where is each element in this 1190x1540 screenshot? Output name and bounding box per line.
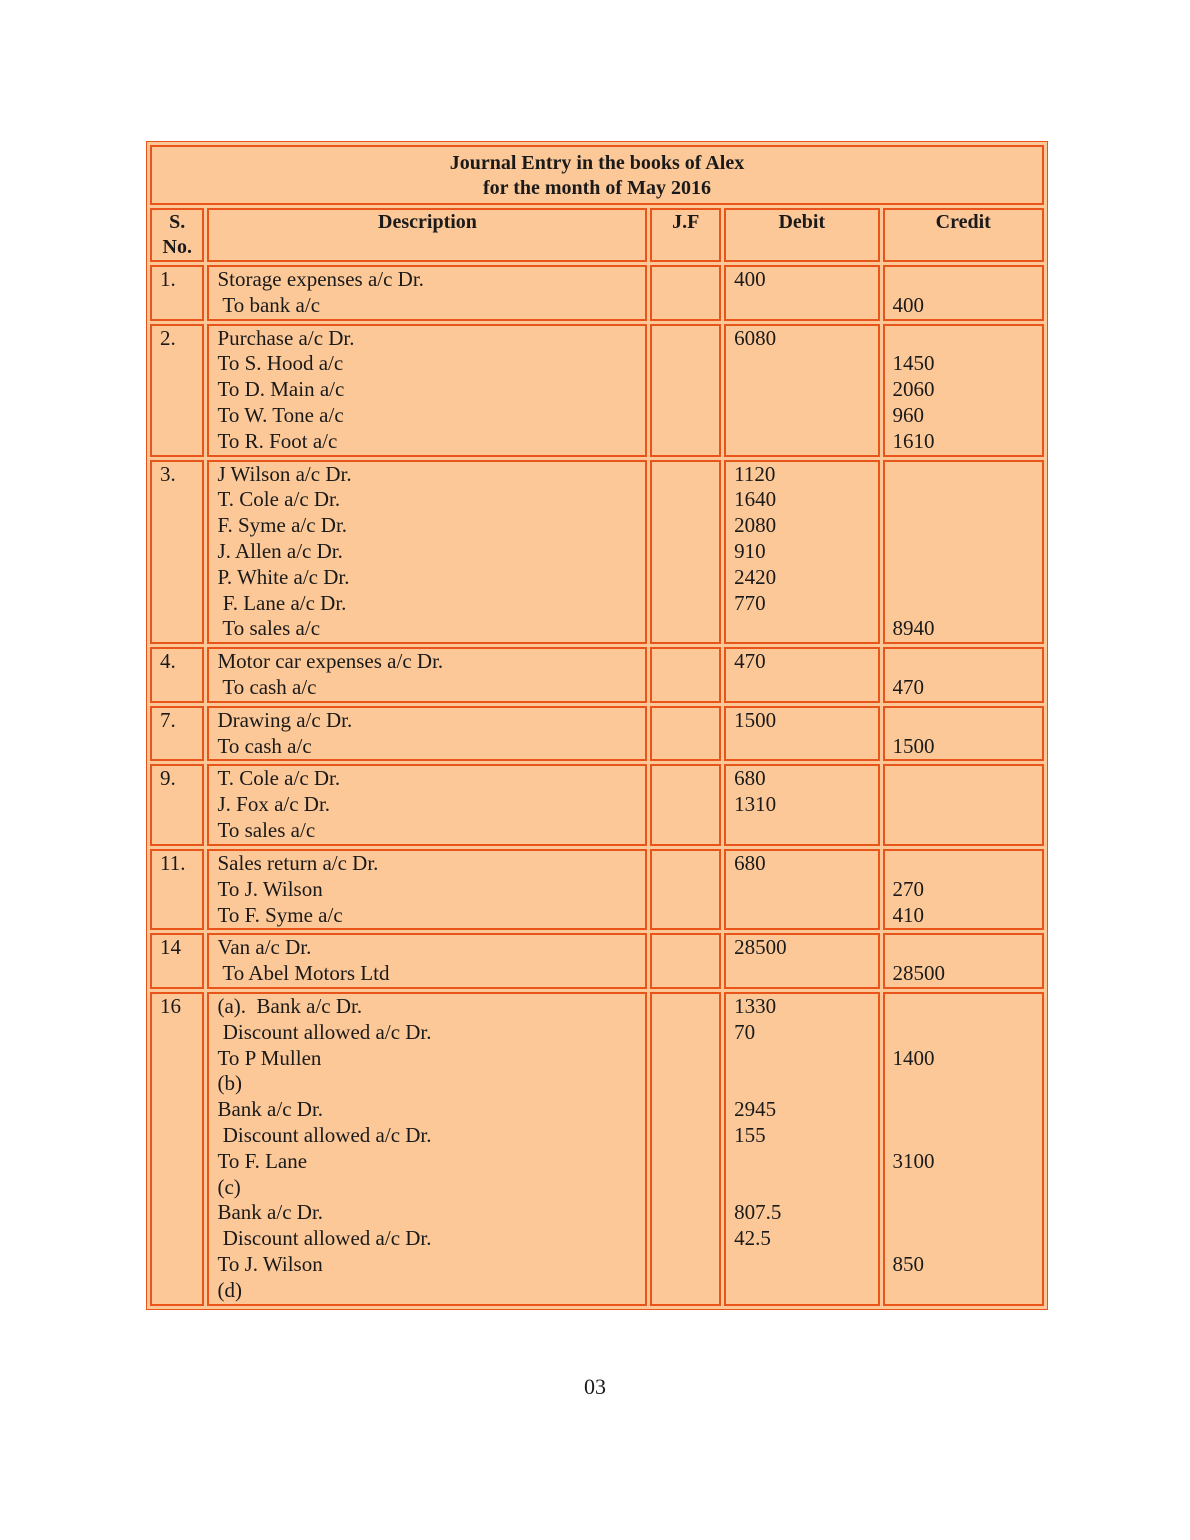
cell-credit-line: 1500 (892, 733, 935, 758)
cell-debit-line: 807.5 (734, 1200, 782, 1225)
cell-description-line: P. White a/c Dr. (217, 564, 350, 589)
cell-debit (724, 324, 879, 457)
cell-credit-line (893, 851, 1034, 877)
cell-debit (724, 706, 879, 762)
cell-debit-line (734, 429, 869, 455)
cell-debit (724, 265, 879, 321)
cell-credit-line (893, 1226, 1034, 1252)
cell-credit-line (893, 462, 1034, 488)
journal-table-continued (146, 846, 1048, 1310)
cell-description-line: Storage expenses a/c Dr. (217, 267, 424, 291)
cell-debit-line (734, 1046, 869, 1072)
cell-debit-line (734, 351, 869, 377)
cell-debit-line: 6080 (734, 325, 777, 350)
cell-description (207, 647, 647, 703)
cell-description-line: To Abel Motors Ltd (217, 961, 390, 986)
table-row (150, 764, 1044, 845)
cell-description-line: T. Cole a/c Dr. (217, 487, 341, 512)
cell-credit-line (893, 487, 1034, 513)
cell-credit-line (893, 1071, 1034, 1097)
header-credit: Credit (883, 208, 1044, 262)
table-row (150, 992, 1044, 1306)
cell-description (207, 992, 647, 1306)
cell-credit-line (893, 326, 1034, 352)
cell-description-line: To D. Main a/c (217, 377, 345, 402)
cell-credit-line: 400 (892, 292, 925, 317)
cell-debit-line (734, 818, 869, 844)
cell-description-line: (d) (217, 1277, 242, 1302)
cell-description-line: To W. Tone a/c (217, 402, 344, 427)
cell-description (207, 460, 647, 645)
cell-debit-line: 400 (734, 267, 766, 291)
cell-description-line: To sales a/c (217, 817, 316, 842)
cell-description (207, 764, 647, 845)
cell-description-line: To J. Wilson (217, 1251, 323, 1276)
cell-credit-line (893, 766, 1034, 792)
cell-debit-line: 2420 (734, 564, 777, 589)
cell-sno: 4. (150, 647, 204, 703)
cell-description-line: Bank a/c Dr. (217, 1097, 324, 1122)
table-title (150, 145, 1044, 205)
table-row (150, 933, 1044, 989)
cell-credit-line: 270 (892, 876, 925, 901)
cell-credit (883, 933, 1044, 989)
cell-sno: 9. (150, 764, 204, 845)
cell-description-line: Purchase a/c Dr. (217, 325, 355, 350)
cell-debit (724, 647, 879, 703)
cell-credit-line (893, 1200, 1034, 1226)
cell-credit-line (893, 935, 1034, 961)
cell-credit-line (893, 792, 1034, 818)
cell-debit-line: 470 (734, 649, 766, 674)
cell-sno: 3. (150, 460, 204, 645)
cell-description (207, 849, 647, 930)
cell-debit-line (734, 877, 869, 903)
cell-credit (883, 849, 1044, 930)
cell-description-line: (c) (217, 1174, 241, 1199)
cell-sno: 7. (150, 706, 204, 762)
cell-description-line: J. Allen a/c Dr. (217, 538, 343, 563)
cell-description-line: To J. Wilson (217, 876, 323, 901)
cell-description-line: Sales return a/c Dr. (217, 851, 379, 875)
journal-table (146, 141, 1048, 850)
cell-description-line: T. Cole a/c Dr. (217, 766, 341, 791)
page-number: 03 (584, 1374, 606, 1399)
cell-credit-line (893, 1020, 1034, 1046)
cell-credit-line (893, 708, 1034, 734)
cell-credit-line: 1610 (892, 428, 935, 453)
cell-jf (650, 460, 721, 645)
cell-debit-line (734, 403, 869, 429)
cell-debit-line: 910 (734, 538, 766, 563)
cell-sno: 16 (150, 992, 204, 1306)
cell-debit (724, 992, 879, 1306)
cell-debit-line (734, 1278, 869, 1304)
cell-debit-line (734, 675, 869, 701)
cell-debit-line (734, 1252, 869, 1278)
table-row (150, 265, 1044, 321)
cell-credit (883, 706, 1044, 762)
cell-credit-line (893, 649, 1034, 675)
cell-jf (650, 933, 721, 989)
table-row (150, 460, 1044, 645)
cell-description-line: Motor car expenses a/c Dr. (217, 649, 444, 674)
cell-credit (883, 992, 1044, 1306)
cell-description-line: Van a/c Dr. (217, 935, 312, 960)
cell-debit-line (734, 1071, 869, 1097)
cell-debit-line: 680 (734, 766, 766, 791)
cell-debit-line: 680 (734, 851, 766, 875)
table-row (150, 706, 1044, 762)
header-sno: S. No. (150, 208, 204, 262)
cell-credit (883, 324, 1044, 457)
cell-description-line: To S. Hood a/c (217, 351, 344, 376)
cell-credit-line (893, 994, 1034, 1020)
cell-description (207, 265, 647, 321)
cell-description-line: Discount allowed a/c Dr. (217, 1122, 432, 1147)
cell-description-line: Discount allowed a/c Dr. (217, 1019, 432, 1044)
cell-credit-line (893, 539, 1034, 565)
table-body-continued (150, 849, 1044, 1306)
cell-credit (883, 647, 1044, 703)
cell-debit-line (734, 1175, 869, 1201)
cell-jf (650, 324, 721, 457)
cell-debit-line: 1310 (734, 792, 777, 817)
cell-credit (883, 265, 1044, 321)
cell-description-line: Discount allowed a/c Dr. (217, 1226, 432, 1251)
table-body (150, 265, 1044, 846)
cell-jf (650, 706, 721, 762)
cell-debit-line: 1500 (734, 707, 777, 732)
cell-credit-line: 2060 (892, 377, 935, 402)
cell-description-line: J. Fox a/c Dr. (217, 792, 331, 817)
cell-debit-line (734, 903, 869, 929)
cell-credit-line (893, 267, 1034, 293)
cell-description-line: Bank a/c Dr. (217, 1200, 324, 1225)
cell-debit-line (734, 734, 869, 760)
cell-debit (724, 460, 879, 645)
cell-jf (650, 764, 721, 845)
cell-description (207, 706, 647, 762)
cell-credit-line (893, 565, 1034, 591)
cell-jf (650, 849, 721, 930)
cell-credit-line: 410 (892, 902, 925, 927)
cell-credit-line: 8940 (892, 616, 935, 641)
cell-description-line: To cash a/c (217, 674, 317, 699)
cell-credit-line: 1450 (892, 351, 935, 376)
table-row (150, 324, 1044, 457)
cell-credit-line (893, 1097, 1034, 1123)
cell-credit-line: 1400 (892, 1045, 935, 1070)
cell-description-line: F. Lane a/c Dr. (217, 590, 347, 615)
cell-description-line: J Wilson a/c Dr. (217, 461, 352, 486)
cell-credit-line: 850 (892, 1251, 925, 1276)
cell-description-line: To R. Foot a/c (217, 428, 338, 453)
cell-debit-line (734, 1149, 869, 1175)
cell-credit-line: 28500 (892, 961, 946, 986)
cell-jf (650, 992, 721, 1306)
cell-credit-line (893, 1123, 1034, 1149)
cell-debit-line: 42.5 (734, 1226, 771, 1251)
cell-description-line: To F. Lane (217, 1148, 308, 1173)
cell-debit-line: 1120 (734, 461, 776, 486)
cell-credit-line (893, 818, 1034, 844)
cell-debit (724, 933, 879, 989)
cell-credit-line (893, 1175, 1034, 1201)
cell-credit (883, 764, 1044, 845)
cell-debit-line: 70 (734, 1019, 756, 1044)
cell-sno: 2. (150, 324, 204, 457)
cell-debit-line (734, 293, 869, 319)
cell-description-line: To bank a/c (217, 292, 321, 317)
cell-debit-line: 1640 (734, 487, 777, 512)
header-debit: Debit (724, 208, 879, 262)
cell-credit-line: 470 (892, 674, 925, 699)
cell-debit-line: 28500 (734, 935, 787, 960)
cell-debit-line: 2945 (734, 1097, 777, 1122)
cell-description-line: To cash a/c (217, 733, 312, 758)
cell-description-line: F. Syme a/c Dr. (217, 513, 348, 538)
header-jf: J.F (650, 208, 721, 262)
cell-debit (724, 764, 879, 845)
cell-description-line: To sales a/c (217, 616, 321, 641)
cell-debit-line: 1330 (734, 993, 777, 1018)
cell-debit-line: 770 (734, 590, 766, 615)
cell-debit-line: 155 (734, 1122, 766, 1147)
title-line-2: for the month of May 2016 (483, 177, 711, 199)
cell-credit-line (893, 513, 1034, 539)
table-row (150, 647, 1044, 703)
cell-description-line: (b) (217, 1071, 242, 1096)
cell-description (207, 324, 647, 457)
cell-description-line: Drawing a/c Dr. (217, 707, 353, 732)
cell-description-line: (a). Bank a/c Dr. (217, 993, 363, 1018)
cell-sno: 14 (150, 933, 204, 989)
cell-credit-line: 3100 (892, 1148, 935, 1173)
cell-credit-line (893, 1278, 1034, 1304)
cell-credit-line (893, 591, 1034, 617)
cell-debit-line (734, 616, 869, 642)
table-row (150, 849, 1044, 930)
cell-debit-line (734, 377, 869, 403)
cell-debit (724, 849, 879, 930)
cell-jf (650, 647, 721, 703)
cell-debit-line (734, 961, 869, 987)
cell-sno: 1. (150, 265, 204, 321)
title-line-1: Journal Entry in the books of Alex (449, 152, 745, 174)
cell-description-line: To F. Syme a/c (217, 902, 343, 927)
cell-jf (650, 265, 721, 321)
cell-credit-line: 960 (892, 402, 925, 427)
cell-description-line: To P Mullen (217, 1045, 322, 1070)
cell-sno: 11. (150, 849, 204, 930)
cell-credit (883, 460, 1044, 645)
header-description: Description (207, 208, 647, 262)
cell-debit-line: 2080 (734, 513, 777, 538)
cell-description (207, 933, 647, 989)
